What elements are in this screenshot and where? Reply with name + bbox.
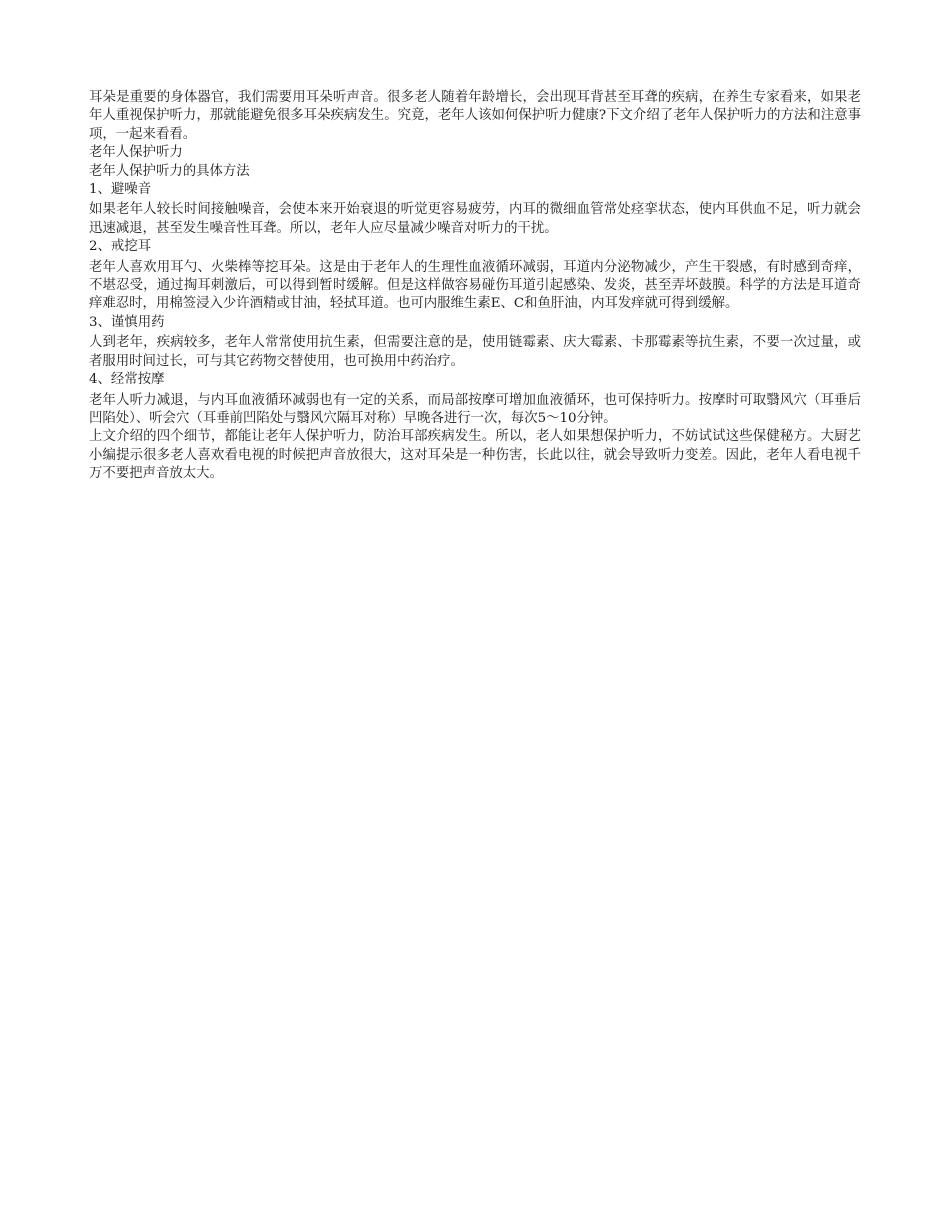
article [89,89,861,484]
article-title: 老年人保护听力 [89,145,183,161]
section-2-heading: 2、戒挖耳 [89,239,152,255]
section-3-body: 人到老年，疾病较多，老年人常常使用抗生素，但需要注意的是，使用链霉素、庆大霉素、卡那霉素等抗生素，不要一次过量，或者服用时间过长，可与其它药物交替使用，也可换用中药治疗。 [89,335,861,369]
section-1-body: 如果老年人较长时间接触噪音，会使本来开始衰退的听觉更容易疲劳，内耳的微细血管常处痉挛状态，使内耳供血不足，听力就会迅速减退，甚至发生噪音性耳聋。所以，老年人应尽量减少噪音对听力的干扰。 [89,202,861,236]
section-4-heading: 4、经常按摩 [89,372,165,388]
intro-paragraph: 耳朵是重要的身体器官，我们需要用耳朵听声音。很多老人随着年龄增长，会出现耳背甚至耳聋的疾病，在养生专家看来，如果老年人重视保护听力，那就能避免很多耳朵疾病发生。究竟，老年人该如何保护听力健康?下文介绍了老年人保护听力的方法和注意事项，一起来看看。 [89,90,861,142]
article-subtitle: 老年人保护听力的具体方法 [89,163,250,179]
section-1-heading: 1、避噪音 [89,182,152,198]
section-4-body: 老年人听力减退，与内耳血液循环减弱也有一定的关系，而局部按摩可增加血液循环，也可保持听力。按摩时可取翳风穴（耳垂后凹陷处）、听会穴（耳垂前凹陷处与翳风穴隔耳对称）早晚各进行一次，每次5～10分钟。 [89,392,861,426]
section-2-body: 老年人喜欢用耳勺、火柴棒等挖耳朵。这是由于老年人的生理性血液循环减弱，耳道内分泌物减少，产生干裂感，有时感到奇痒，不堪忍受，通过掏耳刺激后，可以得到暂时缓解。但是这样做容易碰伤耳道引起感染、发炎，甚至弄坏鼓膜。科学的方法是耳道奇痒难忍时，用棉签浸入少许酒精或甘油，轻拭耳道。也可内服维生素E、C和鱼肝油，内耳发痒就可得到缓解。 [89,259,861,312]
section-3-heading: 3、谨慎用药 [89,314,165,330]
conclusion-paragraph: 上文介绍的四个细节，都能让老年人保护听力，防治耳部疾病发生。所以，老人如果想保护听力，不妨试试这些保健秘方。大厨艺小编提示很多老人喜欢看电视的时候把声音放很大，这对耳朵是一种伤害，长此以往，就会导致听力变差。因此，老年人看电视千万不要把声音放太大。 [89,429,861,482]
